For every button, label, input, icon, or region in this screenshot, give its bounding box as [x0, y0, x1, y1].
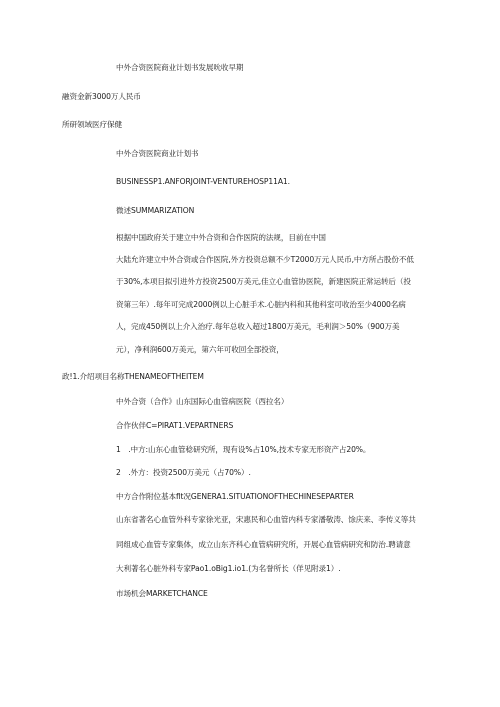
summary-paragraph-line: 根据中国政府关于建立中外合资和合作医院的法规，目前在中国 [116, 233, 326, 242]
partner-paragraph-line: 大利著名心脏外科专家Pao1.oBig1.io1.(为名誉所长（佯见附录1）. [116, 564, 341, 573]
summary-paragraph-line: 大陆允许建立中外合资或合作医院,外方投资总额不少T2000万元人民币,中方所占股份不低 [116, 255, 414, 264]
doc-title: 中外合资医院商业计划书发展吮收早期 [116, 63, 244, 72]
plan-title-cn: 中外合资医院商业计划书 [116, 149, 199, 158]
summary-paragraph-line: 资第三年）.每年可完成2000例以上心脏手术.心脏内科和其他科室可收治至少4000名病 [116, 300, 406, 309]
summary-paragraph-line: 元），净利润600万美元，第六年可收回全部投资， [116, 345, 284, 354]
partner-paragraph-line: 山东省著名心血管外科专家徐光亚，宋惠民和心血管内科专家潘敬涛、馀庆来、李传义等共 [116, 515, 416, 524]
summary-paragraph-line: 人，完成450例以上介入治疗.每年总收入超过1800万美元，毛利润＞50%（900万美 [116, 322, 400, 331]
partner-item: 1 .中方:山东心血管稔研究所，现有设%占10%,技术专家无形资产占20%。 [116, 445, 371, 454]
summary-heading: 微述SUMMARIZATION [116, 206, 195, 215]
partners-heading: 合作伙伴C=PIRAT1.VEPARTNERS [116, 421, 234, 430]
market-chance-heading: 市场机会MARKETCHANCE [116, 589, 208, 598]
partner-item: 2 .外方：投资2500万美元（占70%）. [116, 468, 251, 477]
partner-paragraph-line: 同组成心血管专家集体，成立山东齐科心血管病研究所，开展心血管病研究和防治.聘请意 [116, 540, 411, 549]
financing-amount: 融资金新3000万人民币 [62, 92, 141, 101]
project-name-heading: 政!1.介绍项目名称THENAMEOFTHEITEM [62, 372, 204, 381]
industry-field: 所研领域医疗保健 [62, 120, 122, 129]
summary-paragraph-line: 于30%,本项目拟引进外方投资2500万美元,佳立心血管协医院，新建医院正常运转后（投 [116, 277, 411, 286]
plan-title-en: BUSINESSP1.ANFORJOINT-VENTUREHOSP11A1. [116, 177, 290, 186]
chinese-partner-heading: 中方合作附位基本flt况GENERA1.SITUATIONOFTHECHINESEPARTER [116, 492, 354, 501]
project-name: 中外合资（合作》山东国际心血管病医院（西拉名） [116, 397, 289, 406]
